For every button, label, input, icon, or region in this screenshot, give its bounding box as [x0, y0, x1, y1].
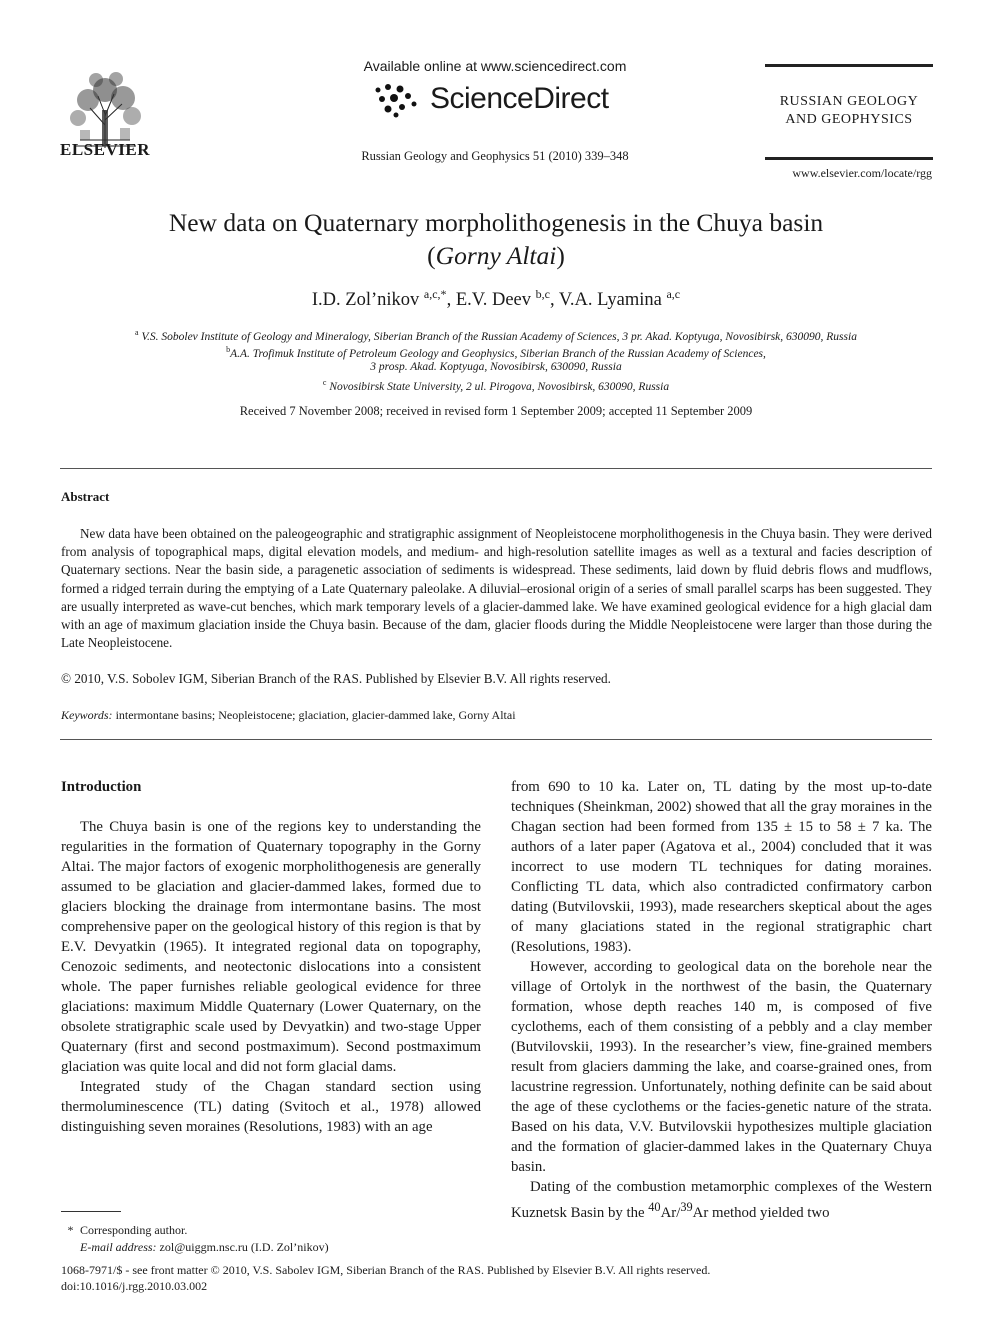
title-line1: New data on Quaternary morpholithogenesis in the Chuya basin: [168, 208, 824, 237]
front-matter: 1068-7971/$ - see front matter © 2010, V.S. Sabolev IGM, Siberian Branch of the RAS. Published by Elsevier B.V. All rights reserved.: [61, 1263, 711, 1277]
journal-name: [765, 93, 933, 129]
paragraph: Integrated study of the Chagan standard section using thermoluminescence (TL) dating (Svitoch et al., 1978) allowed distinguishing seven moraines (Resolutions, 1983) with an age: [61, 1079, 481, 1135]
email-label: E-mail address:: [80, 1240, 157, 1254]
keywords-list: intermontane basins; Neopleistocene; glaciation, glacier-dammed lake, Gorny Altai: [115, 708, 516, 722]
page-footer: [61, 1262, 933, 1294]
footnote-star: *: [67, 1223, 74, 1237]
affiliation-b: $^b$A.A. Trofimuk Institute of Petroleum Geology and Geophysics, Siberian Branch of the Russian Academy of Sciences,: [226, 345, 766, 360]
journal-name-line2: AND GEOPHYSICS: [785, 112, 913, 127]
available-online-text[interactable]: Available online at www.sciencedirect.com: [363, 58, 627, 74]
keywords: [61, 708, 516, 723]
section-heading-introduction: Introduction: [61, 779, 142, 795]
corresponding-author-note: Corresponding author.: [80, 1223, 188, 1237]
right-column: [511, 777, 932, 1223]
abstract-copyright: © 2010, V.S. Sobolev IGM, Siberian Branch of the RAS. Published by Elsevier B.V. All rights reserved.: [61, 671, 611, 686]
divider-bottom: [60, 739, 932, 740]
received-dates: Received 7 November 2008; received in revised form 1 September 2009; accepted 11 September 2009: [239, 404, 753, 418]
journal-url-link[interactable]: www.elsevier.com/locate/rgg: [792, 166, 932, 180]
author-name[interactable]: I.D. Zol’nikov: [311, 290, 420, 311]
abstract-heading: Abstract: [61, 489, 110, 504]
keywords-label: Keywords:: [61, 708, 113, 722]
doi-link[interactable]: doi:10.1016/j.rgg.2010.03.002: [61, 1279, 208, 1293]
author-affil-sup: b,c: [535, 287, 550, 301]
title-line2: (Gorny Altai): [427, 241, 565, 270]
paragraph: Dating of the combustion metamorphic complexes of the Western Kuznetsk Basin by the $^{40}$Ar/$^{39}$Ar method yielded two: [511, 1179, 932, 1221]
footnote: [61, 1222, 481, 1256]
journal-rule-top: [765, 64, 933, 67]
abstract-body: New data have been obtained on the paleogeographic and stratigraphic assignment of Neopleistocene morpholithogenesis in the Chuya basin. They were derived from analysis of topographical maps, digital elevation models, and medium- and high-resolution satellite images as well as a textural and facies description of Quaternary sections. Near the basin side, a paragenetic association of sediments is widespread. These sediments, laid down by fluid debris flows and mudflows, formed a ridged terrain during the emptying of a Late Quaternary paleolake. A diluvial–erosional origin of a series of small parallel scarps has been suggested. They are usually interpreted as wave-cut benches, which mark temporary levels of a glacier-dammed lake. We have examined geological evidence for a high glacial dam with an age of maximum glaciation inside the Chuya basin. Because of the dam, glacier floods during the Middle Neopleistocene were larger than those during the Late Neopleistocene.: [61, 526, 932, 651]
sciencedirect-wordmark[interactable]: ScienceDirect: [430, 82, 609, 115]
paper-title: [60, 206, 932, 272]
author-name[interactable]: V.A. Lyamina: [558, 290, 662, 311]
publisher-name: ELSEVIER: [60, 140, 150, 159]
sciencedirect-dots-icon: [372, 82, 422, 118]
author-affil-sup: a,c: [666, 287, 681, 301]
paragraph: However, according to geological data on the borehole near the village of Ortolyk in the northwest of the basin, the Quaternary formation, whose depth reaches 140 m, is composed of five cyclothems, each of them consisting of a pebbly and a clay member (Butvilovskii, 1993). In the researcher’s view, fine-grained members result from glaciers damming the lake, and coarse-grained ones, from lacustrine regression. Unfortunately, nothing definite can be said about the age of these cyclothems or the facies-genetic nature of the strata. Based on his data, V.V. Butvilovskii hypothesizes multiple glaciation and the formation of glacier-dammed lakes in the Quaternary Chuya basin.: [511, 959, 932, 1175]
affiliation-a: $^a$ V.S. Sobolev Institute of Geology and Mineralogy, Siberian Branch of the Russian Academy of Sciences, 3 pr. Akad. Koptyuga, Novosibirsk, 630090, Russia: [135, 328, 857, 343]
author-name[interactable]: E.V. Deev: [455, 290, 531, 311]
title-region: Gorny Altai: [435, 241, 557, 270]
left-column: [61, 777, 481, 1137]
paragraph: from 690 to 10 ka. Later on, TL dating by the most up-to-date techniques (Sheinkman, 2002) showed that all the gray moraines in the Chagan section had been formed from 135 ± 15 to 58 ± 7 ka. The authors of a later paper (Agatova et al., 2004) concluded that it was incorrect to use modern TL techniques for dating moraines. Conflicting TL data, which also contradicted confirmatory carbon dating (Butvilovskii, 1993), made researchers skeptical about the ages of many glaciations stated in the regional stratigraphic chart (Resolutions, 1983).: [511, 779, 932, 955]
journal-rule-bottom: [765, 157, 933, 160]
author-affil-sup: a,c,*: [423, 287, 447, 301]
email-link[interactable]: zol@uiggm.nsc.ru (I.D. Zol’nikov): [159, 1240, 329, 1254]
affiliation-c: $^c$ Novosibirsk State University, 2 ul. Pirogova, Novosibirsk, 630090, Russia: [322, 378, 670, 393]
paragraph: The Chuya basin is one of the regions key to understanding the regularities in the formation of Quaternary topography in the Gorny Altai. The major factors of exogenic morpholithogenesis are generally assumed to be glaciation and glacier-dammed lakes, formed due to glaciers blocking the drainage from intermontane basins. The most comprehensive paper on the geological history of this region is that by E.V. Devyatkin (1965). It integrated regional data on topography, Cenozoic sediments, and neotectonic dislocations into a consistent whole. The paper furnishes reliable geological evidence for three glaciations: maximum Middle Quaternary (Lower Quaternary, on the obsolete stratigraphic scale used by Devyatkin) and two-stage Upper Quaternary (first and second postmaximum). Second postmaximum glaciation was quite local and did not form glacial dams.: [61, 819, 481, 1075]
affiliation-b-cont: 3 prosp. Akad. Koptyuga, Novosibirsk, 630090, Russia: [370, 361, 622, 373]
author-list: I.D. Zol’nikov $^{a,c,*}$, E.V. Deev $^{b,c}$, V.A. Lyamina $^{a,c}$: [311, 287, 681, 311]
journal-citation: Russian Geology and Geophysics 51 (2010) 339–348: [361, 149, 629, 163]
footnote-rule: [61, 1211, 121, 1212]
divider-top: [60, 468, 932, 469]
journal-name-line1: RUSSIAN GEOLOGY: [779, 94, 919, 109]
